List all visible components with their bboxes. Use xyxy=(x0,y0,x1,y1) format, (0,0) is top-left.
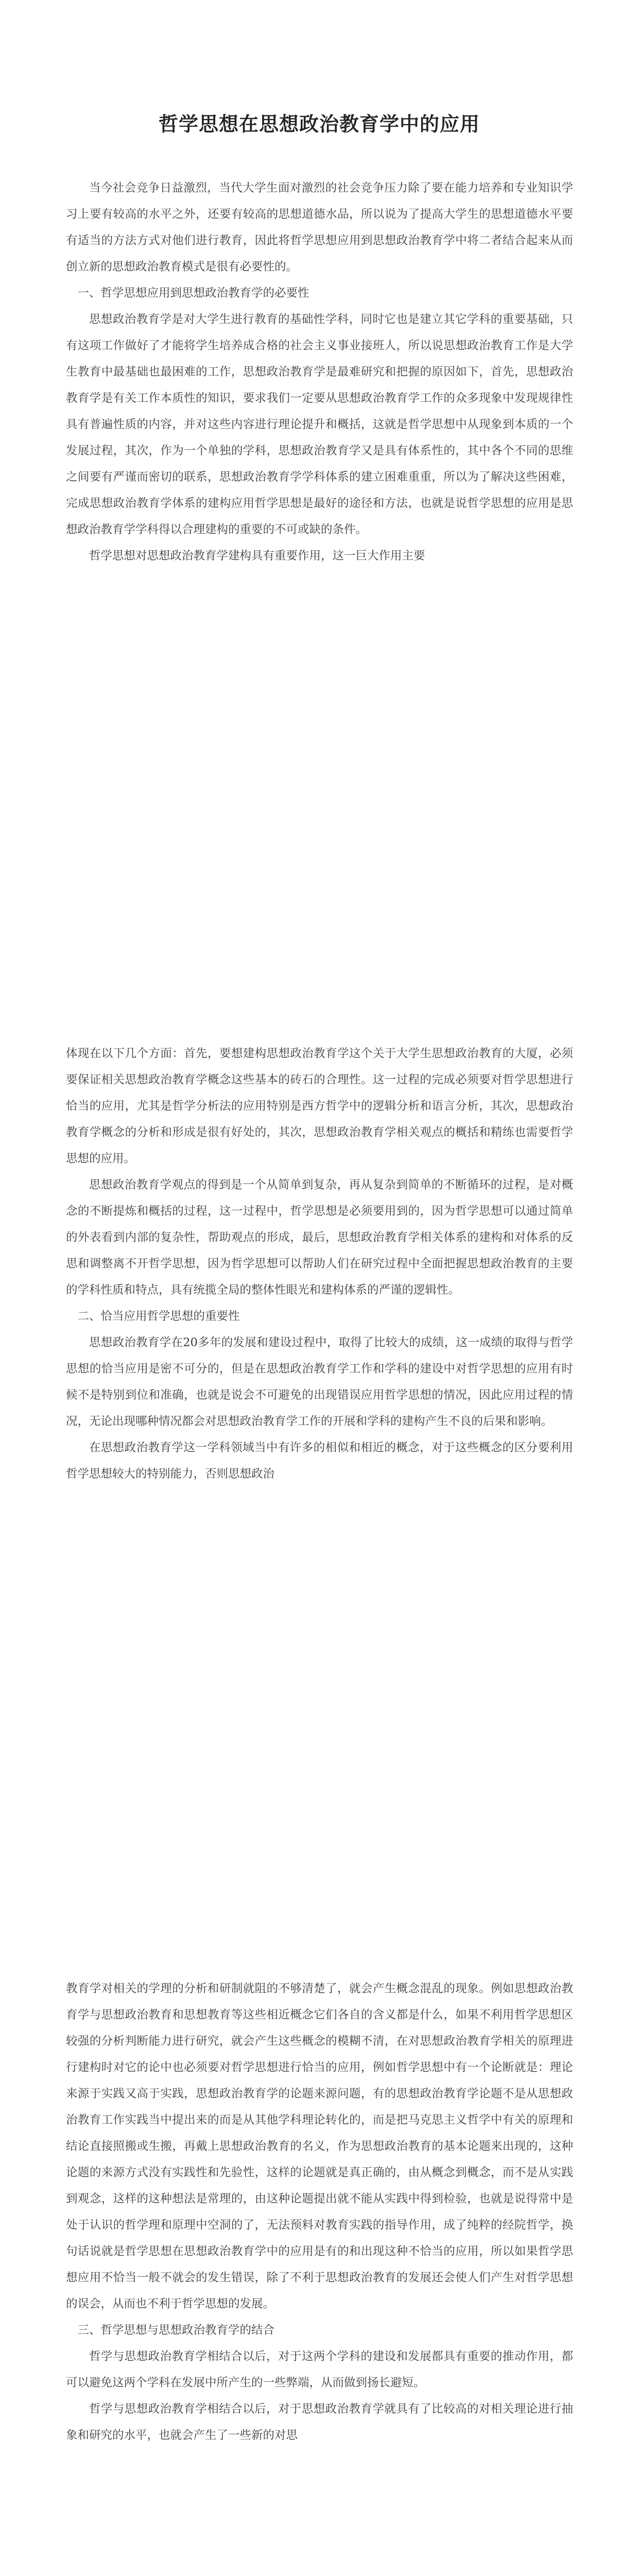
content-block-1 xyxy=(66,175,573,569)
paragraph: 思想政治教育学是对大学生进行教育的基础性学科，同时它也是建立其它学科的重要基础，只有这项工作做好了才能将学生培养成合格的社会主义事业接班人，所以说思想政治教育工作是大学生教育中最基础也最困难的工作，思想政治教育学是最难研究和把握的原因如下，首先，思想政治教育学是有关工作本质性的知识，要求我们一定要从思想政治教育学工作的众多现象中发现规律性具有普遍性质的内容，并对这些内容进行理论提升和概括，这就是哲学思想中从现象到本质的一个发展过程，其次，作为一个单独的学科，思想政治教育学又是具有体系性的，其中各个不同的思维之间要有严谨而密切的联系，思想政治教育学学科体系的建立困难重重，所以为了解决这些困难，完成思想政治教育学体系的建构应用哲学思想是最好的途径和方法，也就是说哲学思想的应用是思想政治教育学学科得以合理建构的重要的不可或缺的条件。 xyxy=(66,313,573,536)
paragraph: 哲学与思想政治教育学相结合以后，对于这两个学科的建设和发展都具有重要的推动作用，都可以避免这两个学科在发展中所产生的一些弊端，从而做到扬长避短。 xyxy=(66,2350,573,2389)
paragraph: 在思想政治教育学这一学科领域当中有许多的相似和相近的概念，对于这些概念的区分要利用哲学思想较大的特别能力，否则思想政治 xyxy=(66,1441,573,1481)
paragraph: 体现在以下几个方面：首先，要想建构思想政治教育学这个关于大学生思想政治教育的大厦，必须要保证相关思想政治教育学概念这些基本的砖石的合理性。这一过程的完成必须要对哲学思想进行恰当的应用，尤其是哲学分析法的应用特别是西方哲学中的逻辑分析和语言分析，其次，思想政治教育学概念的分析和形成是很有好处的，其次，思想政治教育学相关观点的概括和精练也需要哲学思想的应用。 xyxy=(66,1047,573,1165)
paragraph: 思想政治教育学在20多年的发展和建设过程中，取得了比较大的成绩，这一成绩的取得与哲学思想的恰当应用是密不可分的，但是在思想政治教育学工作和学科的建设中对哲学思想的应用有时候不是特别到位和准确，也就是说会不可避免的出现错误应用哲学思想的情况，因此应用过程的情况，无论出现哪种情况都会对思想政治教育学工作的开展和学科的建构产生不良的后果和影响。 xyxy=(66,1336,573,1428)
section-heading: 一、哲学思想应用到思想政治教育学的必要性 xyxy=(77,286,309,300)
paragraph: 哲学与思想政治教育学相结合以后，对于思想政治教育学就具有了比较高的对相关理论进行抽象和研究的水平，也就会产生了一些新的对思 xyxy=(66,2402,573,2442)
paragraph: 思想政治教育学观点的得到是一个从简单到复杂，再从复杂到简单的不断循环的过程，是对概念的不断提炼和概括的过程，这一过程中，哲学思想是必须要用到的，因为哲学思想可以通过简单的外表看到内部的复杂性，帮助观点的形成，最后，思想政治教育学相关体系的建构和对体系的反思和调整离不开哲学思想，因为哲学思想可以帮助人们在研究过程中全面把握思想政治教育的主要的学科性质和特点，具有统揽全局的整体性眼光和建构体系的严谨的逻辑性。 xyxy=(66,1178,573,1297)
paragraph: 哲学思想对思想政治教育学建构具有重要作用，这一巨大作用主要 xyxy=(89,549,425,563)
section-heading: 二、恰当应用哲学思想的重要性 xyxy=(77,1310,240,1323)
paragraph: 教育学对相关的学理的分析和研制就阻的不够清楚了，就会产生概念混乱的现象。例如思想政治教育学与思想政治教育和思想教育等这些相近概念它们各自的含义都是什么，如果不利用哲学思想区较强的分析判断能力进行研究，就会产生这些概念的模糊不清，在对思想政治教育学相关的原理进行建构时对它的论中也必须要对哲学思想进行恰当的应用，例如哲学思想中有一个论断就是：理论来源于实践又高于实践，思想政治教育学的论题来源问题，有的思想政治教育学论题不是从思想政治教育工作实践当中提出来的而是从其他学科理论转化的，而是把马克思主义哲学中有关的原理和结论直接照搬或生搬，再戴上思想政治教育的名义，作为思想政治教育的基本论题来出现的，这种论题的来源方式没有实践性和先验性，这样的论题就是真正确的，由从概念到概念，而不是从实践到观念，这样的这种想法是常理的，由这种论题提出就不能从实践中得到检验，也就是说得常中是处于认识的哲学理和原理中空洞的了，无法预料对教育实践的指导作用，成了纯粹的经院哲学，换句话说就是哲学思想在思想政治教育学中的应用是有的和出现这种不恰当的应用，所以如果哲学思想应用不恰当一般不就会的发生错误，除了不利于思想政治教育的发展还会使人们产生对哲学思想的误会，从而也不利于哲学思想的发展。 xyxy=(66,1982,573,2311)
content-block-2 xyxy=(66,1041,573,1487)
paragraph: 当今社会竞争日益激烈，当代大学生面对激烈的社会竞争压力除了要在能力培养和专业知识学习上要有较高的水平之外，还要有较高的思想道德水品，所以说为了提高大学生的思想道德水平要有适当的方法方式对他们进行教育，因此将哲学思想应用到思想政治教育学中将二者结合起来从而创立新的思想政治教育模式是很有必要性的。 xyxy=(66,181,573,274)
section-heading: 三、哲学思想与思想政治教育学的结合 xyxy=(77,2324,275,2337)
page-title: 哲学思想在思想政治教育学中的应用 xyxy=(158,112,480,136)
content-block-3 xyxy=(66,1976,573,2449)
